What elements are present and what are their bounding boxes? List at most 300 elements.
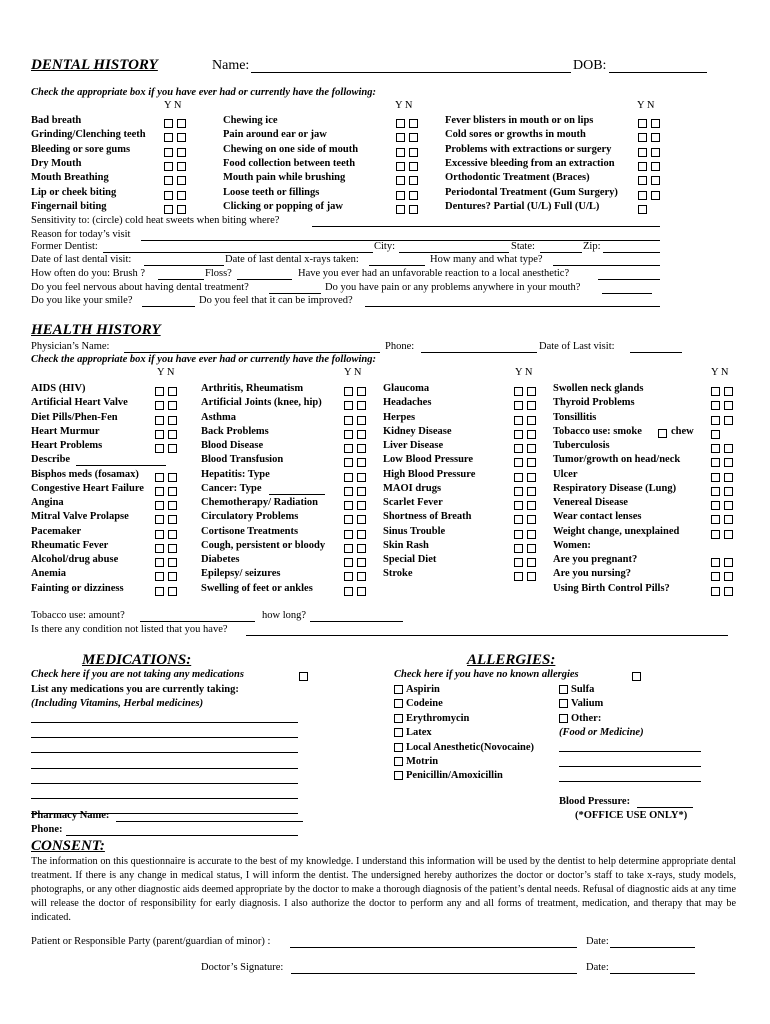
health-row-c3-12-no-checkbox[interactable] [527,558,536,567]
pharmacy-phone-label: Phone: [31,824,63,835]
allergy-left-2-checkbox[interactable] [394,714,403,723]
health-yn-header-3: Y N [515,367,533,378]
dental-row-c1-1-no-checkbox[interactable] [177,133,186,142]
dental-yn-header-3: Y N [637,100,655,111]
dental-row-c1-1-yes-checkbox[interactable] [164,133,173,142]
dental-row-c2-1-yes-checkbox[interactable] [396,133,405,142]
state-field[interactable] [540,252,582,253]
health-row-c1-14-label: Fainting or dizziness [31,582,124,594]
how-many-label: How many and what type? [430,254,543,265]
health-row-c2-1-label: Artificial Joints (knee, hip) [201,397,322,409]
health-row-c2-3-no-checkbox[interactable] [357,430,366,439]
dental-row-c1-5-yes-checkbox[interactable] [164,191,173,200]
health-row-c4-14-no-checkbox[interactable] [724,587,733,596]
health-row-c2-2-no-checkbox[interactable] [357,416,366,425]
dental-row-c2-6-no-checkbox[interactable] [409,205,418,214]
health-row-c1-8-yes-checkbox[interactable] [155,501,164,510]
health-row-c4-7-yes-checkbox[interactable] [711,487,720,496]
dental-row-c3-4-no-checkbox[interactable] [651,176,660,185]
allergy-right-2-label: Other: [571,712,602,724]
dental-row-c3-3-yes-checkbox[interactable] [638,162,647,171]
allergy-left-3-checkbox[interactable] [394,728,403,737]
health-row-c1-2-no-checkbox[interactable] [168,416,177,425]
allergy-left-4 [394,742,534,753]
health-row-c2-8-yes-checkbox[interactable] [344,501,353,510]
health-row-c2-6-no-checkbox[interactable] [357,473,366,482]
health-row-c4-8-no-checkbox[interactable] [724,501,733,510]
health-row-c3-4-no-checkbox[interactable] [527,444,536,453]
health-row-c4-9-yes-checkbox[interactable] [711,515,720,524]
pharmacy-field[interactable] [116,821,303,822]
medication-line[interactable] [31,752,298,753]
health-row-c1-12-yes-checkbox[interactable] [155,558,164,567]
health-row-c1-10-no-checkbox[interactable] [168,530,177,539]
tobacco-smoke-checkbox[interactable] [658,429,667,438]
health-row-c1-11-no-checkbox[interactable] [168,544,177,553]
tobacco-amount-field[interactable] [140,621,255,622]
no-allergies-label: Check here if you have no known allergies [394,669,579,680]
physician-phone-field[interactable] [421,352,537,353]
health-row-c2-1-no-checkbox[interactable] [357,401,366,410]
dental-row-c1-4-no-checkbox[interactable] [177,176,186,185]
health-row-c2-3-label: Back Problems [201,425,269,437]
health-row-c2-3-yes-checkbox[interactable] [344,430,353,439]
consent-title: CONSENT: [31,838,105,854]
allergy-left-0 [394,684,440,695]
health-row-c1-11-yes-checkbox[interactable] [155,544,164,553]
health-row-c4-6-no-checkbox[interactable] [724,473,733,482]
doctor-date-field[interactable] [610,973,695,974]
health-row-c1-4-yes-checkbox[interactable] [155,444,164,453]
health-row-c4-4-yes-checkbox[interactable] [711,444,720,453]
health-row-c3-7-yes-checkbox[interactable] [514,487,523,496]
health-row-c1-14-yes-checkbox[interactable] [155,587,164,596]
doctor-signature-field[interactable] [291,973,577,974]
sensitivity-field[interactable] [312,226,660,227]
health-row-c3-9-label: Shortness of Breath [383,511,472,523]
dental-row-c2-2-no-checkbox[interactable] [409,148,418,157]
allergy-right-1-checkbox[interactable] [559,699,568,708]
health-row-c3-8-no-checkbox[interactable] [527,501,536,510]
allergy-left-4-checkbox[interactable] [394,743,403,752]
health-row-c3-8-label: Scarlet Fever [383,497,443,508]
health-row-c3-11-no-checkbox[interactable] [527,544,536,553]
health-row-c2-11-yes-checkbox[interactable] [344,544,353,553]
health-row-c2-7-yes-checkbox[interactable] [344,487,353,496]
health-row-c3-10-yes-checkbox[interactable] [514,530,523,539]
health-row-c4-5-label: Tumor/growth on head/neck [553,454,681,466]
health-row-c3-2-no-checkbox[interactable] [527,416,536,425]
allergy-left-6-label: Penicillin/Amoxicillin [406,770,503,782]
dental-row-c1-4-yes-checkbox[interactable] [164,176,173,185]
health-row-c2-4-label: Blood Disease [201,440,264,451]
city-label: City: [374,241,396,252]
health-row-c1-1-label: Artificial Heart Valve [31,397,128,409]
health-row-c2-0-no-checkbox[interactable] [357,387,366,396]
health-row-c1-3-yes-checkbox[interactable] [155,430,164,439]
dental-row-c3-2-no-checkbox[interactable] [651,148,660,157]
health-row-c3-7-no-checkbox[interactable] [527,487,536,496]
dental-row-c2-2-label: Chewing on one side of mouth [223,143,359,155]
health-row-c4-12-yes-checkbox[interactable] [711,558,720,567]
health-row-c4-1-no-checkbox[interactable] [724,401,733,410]
allergy-right-0-label: Sulfa [571,684,595,695]
health-row-c3-12-yes-checkbox[interactable] [514,558,523,567]
health-row-c2-10-yes-checkbox[interactable] [344,530,353,539]
health-row-c2-5-yes-checkbox[interactable] [344,458,353,467]
health-row-c1-4-no-checkbox[interactable] [168,444,177,453]
other-condition-label: Is there any condition not listed that you have? [31,624,228,635]
dental-row-c3-2-yes-checkbox[interactable] [638,148,647,157]
health-row-c3-4-label: Liver Disease [383,440,444,451]
health-row-c1-2-yes-checkbox[interactable] [155,416,164,425]
health-row-c2-13-no-checkbox[interactable] [357,572,366,581]
dental-row-c2-0-no-checkbox[interactable] [409,119,418,128]
medication-line[interactable] [31,798,298,799]
health-row-c2-9-label: Circulatory Problems [201,511,299,523]
allergy-right-2-checkbox[interactable] [559,714,568,723]
physician-label: Physician’s Name: [31,341,110,352]
how-long-label: how long? [262,610,307,621]
last-xray-label: Date of last dental x-rays taken: [225,254,359,265]
health-row-c1-1-no-checkbox[interactable] [168,401,177,410]
health-row-c3-3-no-checkbox[interactable] [527,430,536,439]
health-row-c2-5-no-checkbox[interactable] [357,458,366,467]
health-row-c3-13-no-checkbox[interactable] [527,572,536,581]
health-row-c2-4-no-checkbox[interactable] [357,444,366,453]
health-row-c4-0-no-checkbox[interactable] [724,387,733,396]
allergy-right-1 [559,698,603,709]
health-row-c3-6-yes-checkbox[interactable] [514,473,523,482]
health-row-c1-9-yes-checkbox[interactable] [155,515,164,524]
health-row-c2-6-yes-checkbox[interactable] [344,473,353,482]
health-row-c3-6-no-checkbox[interactable] [527,473,536,482]
medication-line[interactable] [31,783,298,784]
health-row-c2-12-no-checkbox[interactable] [357,558,366,567]
brush-field[interactable] [158,279,204,280]
health-row-c3-3-yes-checkbox[interactable] [514,430,523,439]
health-row-c3-9-yes-checkbox[interactable] [514,515,523,524]
health-row-c4-8-label: Venereal Disease [553,497,628,508]
former-dentist-field[interactable] [103,252,373,253]
health-row-c1-13-yes-checkbox[interactable] [155,572,164,581]
health-row-c4-8-yes-checkbox[interactable] [711,501,720,510]
blood-pressure-field[interactable] [637,807,693,808]
health-row-c3-3-label: Kidney Disease [383,425,452,437]
health-row-c4-7-label: Respiratory Disease (Lung) [553,482,677,494]
tobacco-amount-label: Tobacco use: amount? [31,610,125,621]
health-row-c4-3-checkbox[interactable] [711,430,720,439]
zip-field[interactable] [603,252,660,253]
allergy-right-1-label: Valium [571,698,604,710]
how-long-field[interactable] [310,621,403,622]
health-row-c3-1-no-checkbox[interactable] [527,401,536,410]
office-use-label: (*OFFICE USE ONLY*) [575,810,688,821]
health-row-c2-14-label: Swelling of feet or ankles [201,582,313,594]
health-row-c2-11-label: Cough, persistent or bloody [201,539,326,551]
dental-instruction: Check the appropriate box if you have ever had or currently have the following: [31,87,377,98]
dental-row-c3-5-yes-checkbox[interactable] [638,191,647,200]
dental-row-c1-5-no-checkbox[interactable] [177,191,186,200]
health-row-c1-9-label: Mitral Valve Prolapse [31,511,129,523]
dental-row-c2-5-yes-checkbox[interactable] [396,191,405,200]
smile-field[interactable] [142,306,195,307]
physician-field[interactable] [124,352,380,353]
name-label: Name: [212,58,250,73]
dental-row-c3-4-yes-checkbox[interactable] [638,176,647,185]
nervous-label: Do you feel nervous about having dental treatment? [31,282,249,293]
smile-label: Do you like your smile? [31,295,133,306]
health-row-c3-0-no-checkbox[interactable] [527,387,536,396]
dental-row-c1-4-label: Mouth Breathing [31,172,109,184]
health-row-c2-10-no-checkbox[interactable] [357,530,366,539]
health-row-c4-13-label: Are you nursing? [553,568,631,580]
health-row-c2-14-yes-checkbox[interactable] [344,587,353,596]
dental-row-c2-2-yes-checkbox[interactable] [396,148,405,157]
health-row-c1-13-no-checkbox[interactable] [168,572,177,581]
health-row-c2-7-no-checkbox[interactable] [357,487,366,496]
health-row-c3-4-yes-checkbox[interactable] [514,444,523,453]
medication-line[interactable] [31,722,298,723]
health-row-c3-0-yes-checkbox[interactable] [514,387,523,396]
health-row-c4-0-yes-checkbox[interactable] [711,387,720,396]
health-row-c3-13-yes-checkbox[interactable] [514,572,523,581]
allergy-right-2 [559,713,601,724]
no-medications-label: Check here if you are not taking any medications [31,669,244,680]
health-row-c1-12-no-checkbox[interactable] [168,558,177,567]
health-row-c2-12-yes-checkbox[interactable] [344,558,353,567]
health-row-c1-0-label: AIDS (HIV) [31,383,86,394]
city-field[interactable] [399,252,509,253]
health-row-c1-10-yes-checkbox[interactable] [155,530,164,539]
pain-label: Do you have pain or any problems anywhere in your mouth? [325,282,581,293]
allergy-left-2-label: Erythromycin [406,712,470,724]
medication-line[interactable] [31,737,298,738]
patient-date-field[interactable] [610,947,695,948]
floss-field[interactable] [237,279,292,280]
dental-row-c2-3-label: Food collection between teeth [223,157,356,169]
no-medications-checkbox[interactable] [299,672,308,681]
health-row-c4-14-yes-checkbox[interactable] [711,587,720,596]
health-row-c2-2-label: Asthma [201,411,237,423]
dental-row-c1-0-label: Bad breath [31,115,82,126]
medications-title: MEDICATIONS: [82,652,192,668]
allergy-left-1-label: Codeine [406,698,443,710]
dental-row-c2-3-no-checkbox[interactable] [409,162,418,171]
health-row-c4-2-no-checkbox[interactable] [724,416,733,425]
pharmacy-phone-field[interactable] [66,835,298,836]
health-row-c1-9-no-checkbox[interactable] [168,515,177,524]
other-allergy-line-3[interactable] [559,781,701,782]
dental-row-c3-1-yes-checkbox[interactable] [638,133,647,142]
dental-row-c3-2-label: Problems with extractions or surgery [445,143,612,155]
health-row-c1-0-yes-checkbox[interactable] [155,387,164,396]
dental-row-c2-1-no-checkbox[interactable] [409,133,418,142]
dental-row-c2-5-label: Loose teeth or fillings [223,186,320,198]
health-row-c4-10-yes-checkbox[interactable] [711,530,720,539]
health-row-c4-2-yes-checkbox[interactable] [711,416,720,425]
health-row-c4-7-no-checkbox[interactable] [724,487,733,496]
dental-row-c1-3-no-checkbox[interactable] [177,162,186,171]
health-row-c1-12-label: Alcohol/drug abuse [31,554,119,565]
pharmacy-label: Pharmacy Name: [31,810,110,821]
health-row-c1-14-no-checkbox[interactable] [168,587,177,596]
health-row-c2-13-yes-checkbox[interactable] [344,572,353,581]
allergy-left-2 [394,713,469,724]
how-many-field[interactable] [553,265,660,266]
health-row-c3-7-label: MAOI drugs [383,482,442,494]
dental-row-c1-3-yes-checkbox[interactable] [164,162,173,171]
medication-line[interactable] [31,768,298,769]
health-row-c2-7-field[interactable] [269,494,325,495]
health-row-c1-7-label: Congestive Heart Failure [31,482,144,494]
health-row-c1-6-no-checkbox[interactable] [168,473,177,482]
health-row-c4-0-label: Swollen neck glands [553,383,644,394]
other-condition-field[interactable] [246,635,728,636]
health-row-c4-2-label: Tonsillitis [553,411,597,423]
health-row-c1-0-no-checkbox[interactable] [168,387,177,396]
blood-pressure-label: Blood Pressure: [559,796,631,807]
health-row-c1-5-label: Describe [31,454,71,466]
allergy-right-0-checkbox[interactable] [559,685,568,694]
dental-row-c1-6-yes-checkbox[interactable] [164,205,173,214]
dental-row-c1-2-yes-checkbox[interactable] [164,148,173,157]
health-row-c1-5-field[interactable] [76,465,166,466]
dental-row-c1-1-label: Grinding/Clenching teeth [31,129,146,141]
health-row-c2-9-yes-checkbox[interactable] [344,515,353,524]
dental-row-c3-3-no-checkbox[interactable] [651,162,660,171]
last-physician-visit-label: Date of Last visit: [539,341,615,352]
other-allergy-line-1[interactable] [559,751,701,752]
health-row-c4-6-yes-checkbox[interactable] [711,473,720,482]
dental-row-c3-0-no-checkbox[interactable] [651,119,660,128]
name-field[interactable] [251,72,571,73]
health-row-c4-9-no-checkbox[interactable] [724,515,733,524]
allergy-left-4-label: Local Anesthetic(Novocaine) [406,741,535,753]
other-allergy-line-2[interactable] [559,766,701,767]
health-row-c1-3-no-checkbox[interactable] [168,430,177,439]
health-instruction: Check the appropriate box if you have ever had or currently have the following: [31,354,377,365]
former-dentist-label: Former Dentist: [31,241,98,252]
health-row-c4-1-yes-checkbox[interactable] [711,401,720,410]
pain-field[interactable] [602,293,652,294]
health-row-c1-8-no-checkbox[interactable] [168,501,177,510]
dental-row-c2-4-yes-checkbox[interactable] [396,176,405,185]
health-row-c2-0-yes-checkbox[interactable] [344,387,353,396]
health-row-c3-9-no-checkbox[interactable] [527,515,536,524]
allergy-left-5 [394,756,438,767]
health-row-c3-5-no-checkbox[interactable] [527,458,536,467]
improve-label: Do you feel that it can be improved? [199,295,353,306]
reaction-field[interactable] [598,279,660,280]
dob-field[interactable] [609,72,707,73]
patient-date-label: Date: [586,936,609,947]
dental-row-c3-0-yes-checkbox[interactable] [638,119,647,128]
no-allergies-checkbox[interactable] [632,672,641,681]
health-row-c4-5-no-checkbox[interactable] [724,458,733,467]
dental-row-c3-1-no-checkbox[interactable] [651,133,660,142]
health-yn-header-4: Y N [711,367,729,378]
dental-row-c1-6-no-checkbox[interactable] [177,205,186,214]
health-row-c3-11-yes-checkbox[interactable] [514,544,523,553]
dental-row-c3-5-no-checkbox[interactable] [651,191,660,200]
health-row-c3-10-no-checkbox[interactable] [527,530,536,539]
health-row-c4-12-no-checkbox[interactable] [724,558,733,567]
dob-label: DOB: [573,58,607,73]
health-row-c4-14-label: Using Birth Control Pills? [553,582,670,594]
health-row-c1-7-no-checkbox[interactable] [168,487,177,496]
allergy-left-0-checkbox[interactable] [394,685,403,694]
health-row-c2-14-no-checkbox[interactable] [357,587,366,596]
allergy-left-5-checkbox[interactable] [394,757,403,766]
health-row-c3-8-yes-checkbox[interactable] [514,501,523,510]
dental-row-c2-1-label: Pain around ear or jaw [223,129,327,141]
allergy-left-1-checkbox[interactable] [394,699,403,708]
health-row-c4-13-yes-checkbox[interactable] [711,572,720,581]
dental-row-c3-0-label: Fever blisters in mouth or on lips [445,115,594,126]
health-row-c2-2-yes-checkbox[interactable] [344,416,353,425]
tobacco-chew-label: chew [671,425,694,437]
health-row-c2-1-yes-checkbox[interactable] [344,401,353,410]
last-visit-field[interactable] [144,265,224,266]
dental-row-c2-4-no-checkbox[interactable] [409,176,418,185]
dental-row-c2-0-yes-checkbox[interactable] [396,119,405,128]
dental-row-c1-2-no-checkbox[interactable] [177,148,186,157]
reason-label: Reason for today’s visit [31,229,131,240]
patient-signature-field[interactable] [290,947,577,948]
health-row-c4-5-yes-checkbox[interactable] [711,458,720,467]
health-row-c2-9-no-checkbox[interactable] [357,515,366,524]
medications-including-label: (Including Vitamins, Herbal medicines) [31,698,204,709]
health-row-c2-8-no-checkbox[interactable] [357,501,366,510]
allergy-left-6 [394,770,503,781]
dental-row-c1-5-label: Lip or cheek biting [31,186,117,198]
dental-row-c2-5-no-checkbox[interactable] [409,191,418,200]
health-yn-header-1: Y N [157,367,175,378]
allergy-left-6-checkbox[interactable] [394,771,403,780]
health-row-c2-11-no-checkbox[interactable] [357,544,366,553]
improve-field[interactable] [365,306,660,307]
dental-row-c1-2-label: Bleeding or sore gums [31,143,131,155]
doctor-date-label: Date: [586,962,609,973]
health-row-c4-13-no-checkbox[interactable] [724,572,733,581]
health-row-c2-4-yes-checkbox[interactable] [344,444,353,453]
health-row-c1-6-yes-checkbox[interactable] [155,473,164,482]
dental-row-c2-6-label: Clicking or popping of jaw [223,200,343,212]
allergy-right-0 [559,684,594,695]
health-row-c1-1-yes-checkbox[interactable] [155,401,164,410]
health-row-c3-2-yes-checkbox[interactable] [514,416,523,425]
nervous-field[interactable] [269,293,321,294]
health-row-c1-7-yes-checkbox[interactable] [155,487,164,496]
dental-row-c1-0-no-checkbox[interactable] [177,119,186,128]
health-row-c1-3-label: Heart Murmur [31,425,100,437]
dental-row-c2-3-yes-checkbox[interactable] [396,162,405,171]
dental-row-c3-6-checkbox[interactable] [638,205,647,214]
dental-row-c2-6-yes-checkbox[interactable] [396,205,405,214]
dental-row-c3-5-label: Periodontal Treatment (Gum Surgery) [445,186,618,198]
floss-label: Floss? [205,268,232,279]
last-physician-visit-field[interactable] [630,352,682,353]
dental-row-c1-0-yes-checkbox[interactable] [164,119,173,128]
health-row-c3-1-yes-checkbox[interactable] [514,401,523,410]
health-row-c4-10-no-checkbox[interactable] [724,530,733,539]
health-row-c4-4-no-checkbox[interactable] [724,444,733,453]
health-row-c3-12-label: Special Diet [383,554,437,565]
health-row-c4-9-label: Wear contact lenses [553,511,642,523]
last-xray-field[interactable] [369,265,425,266]
health-row-c3-5-yes-checkbox[interactable] [514,458,523,467]
